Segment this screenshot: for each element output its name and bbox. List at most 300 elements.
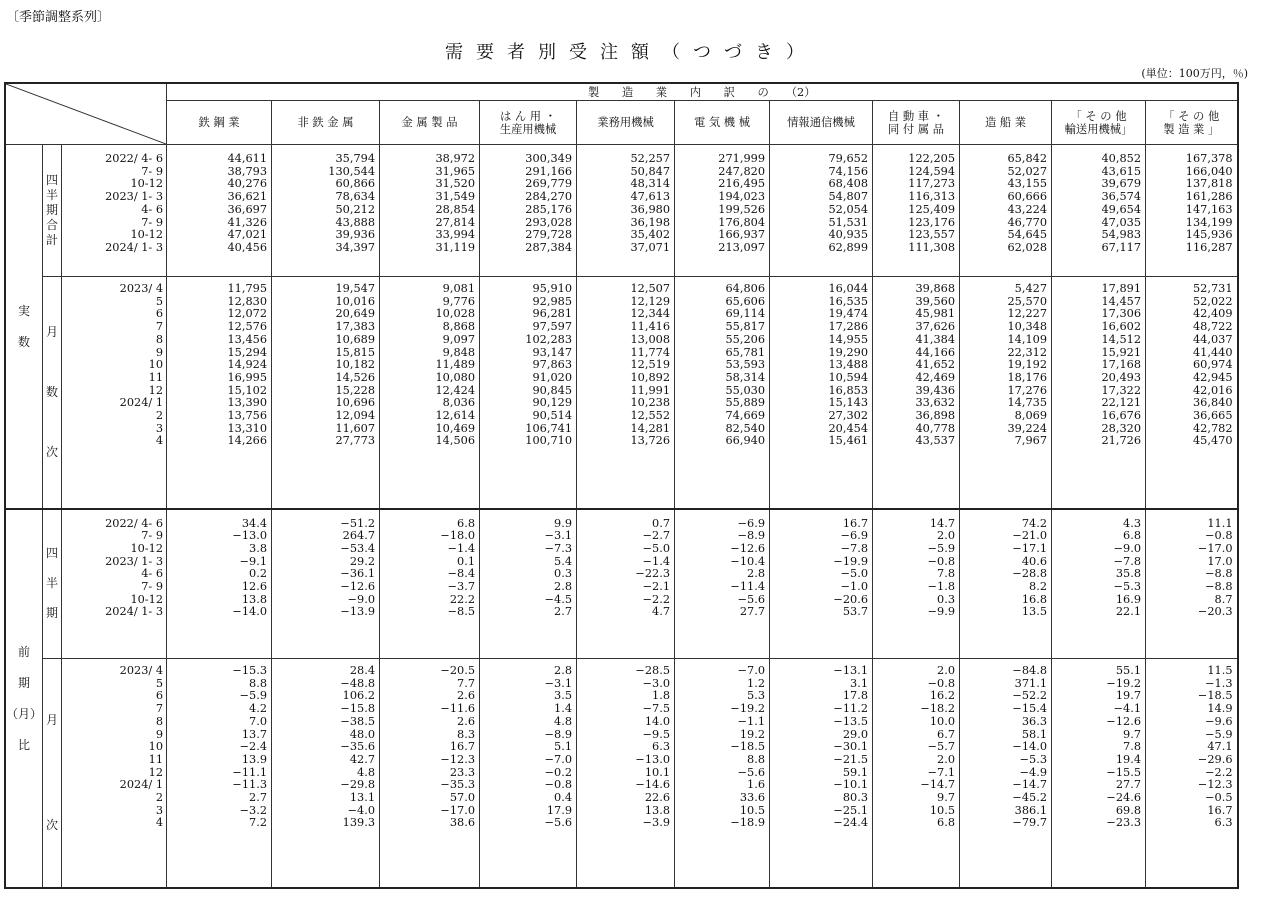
value-cell: 19.7 — [1115, 689, 1142, 703]
value-cell: 2.7 — [554, 605, 573, 619]
value-cell: 13.8 — [644, 803, 671, 817]
period-label: 2024/ 1- 3 — [105, 240, 164, 254]
value-cell: −4.0 — [347, 803, 376, 817]
period-label: 10-12 — [130, 177, 164, 191]
value-column — [1052, 659, 1146, 888]
value-cell: 47.1 — [1207, 740, 1233, 754]
value-column — [770, 659, 873, 888]
value-cell: −51.2 — [340, 516, 376, 530]
value-cell: 13,756 — [227, 409, 268, 423]
value-cell: −0.5 — [1205, 791, 1233, 805]
value-cell: 90,845 — [532, 383, 573, 397]
value-cell: 95,910 — [532, 282, 573, 295]
value-cell: −7.5 — [642, 702, 671, 716]
value-cell: 34.4 — [241, 516, 268, 530]
value-cell: 166,040 — [1185, 164, 1233, 178]
value-column — [770, 509, 873, 659]
value-cell: −10.1 — [833, 778, 869, 792]
value-cell: −15.4 — [1012, 702, 1048, 716]
value-cell: 55,206 — [725, 332, 766, 346]
value-cell: 213,097 — [718, 240, 766, 254]
value-cell: 2.6 — [457, 689, 476, 703]
value-column — [1146, 277, 1238, 509]
value-cell: 14,281 — [630, 421, 671, 435]
column-header: 非 鉄 金 属 — [272, 101, 380, 145]
period-label: 2023/ 1- 3 — [105, 554, 164, 568]
value-cell: 20,493 — [1101, 370, 1142, 384]
period-label: 7- 9 — [141, 580, 164, 594]
value-cell: −3.1 — [544, 676, 573, 690]
value-cell: −5.6 — [544, 816, 573, 830]
value-cell: 293,028 — [525, 215, 573, 229]
value-cell: −5.9 — [927, 541, 956, 555]
value-cell: −12.6 — [340, 580, 376, 594]
value-cell: 6.7 — [937, 727, 956, 741]
value-cell: −1.4 — [447, 541, 476, 555]
value-cell: 17,891 — [1101, 282, 1142, 295]
value-cell: 47,035 — [1101, 215, 1142, 229]
value-cell: 36.3 — [1021, 714, 1048, 728]
value-cell: 39,868 — [915, 282, 956, 295]
value-cell: −4.1 — [1113, 702, 1142, 716]
value-cell: 17,286 — [828, 320, 869, 334]
value-cell: 39,679 — [1101, 177, 1142, 191]
value-cell: 74,669 — [725, 409, 766, 423]
period-label: 10 — [148, 358, 164, 372]
value-column — [770, 145, 873, 277]
value-cell: −13.5 — [833, 714, 869, 728]
value-cell: 10,689 — [335, 332, 376, 346]
period-label: 2024/ 1 — [119, 396, 164, 410]
value-cell: 36,697 — [227, 202, 268, 216]
value-cell: 20,454 — [828, 421, 869, 435]
value-cell: −24.4 — [833, 816, 869, 830]
value-column — [873, 145, 960, 277]
value-cell: 8.2 — [1029, 580, 1048, 594]
value-column — [1052, 277, 1146, 509]
value-cell: 22.6 — [644, 791, 671, 805]
value-cell: 37,071 — [630, 240, 671, 254]
value-cell: −3.9 — [642, 816, 671, 830]
value-cell: 53,593 — [725, 358, 766, 372]
value-cell: −2.2 — [642, 592, 671, 606]
value-cell: −14.7 — [1012, 778, 1048, 792]
value-cell: 9,776 — [442, 294, 476, 308]
value-cell: 3.5 — [554, 689, 573, 703]
value-cell: 50,212 — [335, 202, 376, 216]
value-cell: 54,983 — [1101, 228, 1142, 242]
value-cell: −5.0 — [642, 541, 671, 555]
value-cell: 52,022 — [1192, 294, 1233, 308]
value-cell: 10,182 — [335, 358, 376, 372]
value-cell: 44,037 — [1192, 332, 1233, 346]
value-cell: 45,470 — [1192, 434, 1233, 448]
value-cell: 14,526 — [335, 370, 376, 384]
corner-cell — [5, 83, 167, 145]
value-cell: 216,495 — [718, 177, 766, 191]
value-cell: 41,326 — [227, 215, 268, 229]
value-cell: −5.6 — [737, 765, 766, 779]
value-cell: −13.0 — [232, 529, 268, 543]
value-cell: 147,163 — [1185, 202, 1233, 216]
value-cell: −7.8 — [840, 541, 869, 555]
value-cell: 5.3 — [747, 689, 766, 703]
value-cell: 2.8 — [747, 567, 766, 581]
value-cell: 130,544 — [328, 164, 376, 178]
value-column — [873, 277, 960, 509]
value-cell: 14,955 — [828, 332, 869, 346]
value-cell: 36,621 — [227, 190, 268, 204]
value-cell: 22.2 — [449, 592, 476, 606]
value-cell: 0.3 — [554, 567, 573, 581]
value-column — [577, 145, 675, 277]
value-cell: 0.1 — [457, 554, 476, 568]
value-cell: 12,227 — [1007, 307, 1048, 321]
value-cell: 287,384 — [525, 240, 573, 254]
value-cell: 167,378 — [1185, 152, 1233, 165]
value-cell: −21.0 — [1012, 529, 1048, 543]
value-cell: 52,027 — [1007, 164, 1048, 178]
value-cell: 39,560 — [915, 294, 956, 308]
value-cell: 39,436 — [915, 383, 956, 397]
value-cell: 43,155 — [1007, 177, 1048, 191]
value-cell: 36,665 — [1192, 409, 1233, 423]
value-cell: 16,676 — [1101, 409, 1142, 423]
column-header: 「 そ の 他 輸送用機械」 — [1052, 101, 1146, 145]
value-cell: 285,176 — [525, 202, 573, 216]
column-header: 電 気 機 械 — [675, 101, 770, 145]
value-cell: −8.4 — [447, 567, 476, 581]
value-cell: −5.3 — [1019, 752, 1048, 766]
value-cell: 0.4 — [554, 791, 573, 805]
value-cell: 8.8 — [747, 752, 766, 766]
value-cell: −15.8 — [340, 702, 376, 716]
value-cell: 12.6 — [241, 580, 268, 594]
value-cell: 22,121 — [1101, 396, 1142, 410]
value-cell: 65,842 — [1007, 152, 1048, 165]
value-cell: 11,416 — [630, 320, 671, 334]
value-column — [167, 145, 272, 277]
value-cell: 36,980 — [630, 202, 671, 216]
value-cell: 2.0 — [937, 752, 956, 766]
column-header: 金 属 製 品 — [380, 101, 480, 145]
value-cell: 69.8 — [1115, 803, 1142, 817]
value-cell: 11,991 — [630, 383, 671, 397]
value-column — [873, 659, 960, 888]
value-cell: 29.0 — [842, 727, 869, 741]
value-cell: 60,666 — [1007, 190, 1048, 204]
period-label: 3 — [155, 803, 164, 817]
value-cell: 14,735 — [1007, 396, 1048, 410]
value-cell: −25.1 — [833, 803, 869, 817]
value-cell: −48.8 — [340, 676, 376, 690]
value-cell: 15,815 — [335, 345, 376, 359]
value-cell: 47,021 — [227, 228, 268, 242]
value-cell: 90,129 — [532, 396, 573, 410]
value-cell: 19.4 — [1115, 752, 1142, 766]
value-cell: −9.0 — [1113, 541, 1142, 555]
period-label: 11 — [148, 752, 164, 766]
value-cell: 14,457 — [1101, 294, 1142, 308]
value-cell: 10,892 — [630, 370, 671, 384]
period-label: 6 — [155, 689, 164, 703]
period-label: 2022/ 4- 6 — [105, 516, 164, 530]
period-label: 9 — [155, 345, 164, 359]
value-cell: −9.5 — [642, 727, 671, 741]
value-cell: −3.2 — [239, 803, 268, 817]
value-cell: 34,397 — [335, 240, 376, 254]
value-cell: −2.1 — [642, 580, 671, 594]
value-cell: 1.8 — [652, 689, 671, 703]
value-cell: 4.2 — [249, 702, 268, 716]
value-cell: −20.6 — [833, 592, 869, 606]
value-cell: 12,094 — [335, 409, 376, 423]
value-cell: 125,409 — [908, 202, 956, 216]
value-cell: 1.4 — [554, 702, 573, 716]
value-cell: −21.5 — [833, 752, 869, 766]
value-cell: −0.8 — [1205, 529, 1233, 543]
value-cell: 11,607 — [335, 421, 376, 435]
value-cell: 45,981 — [915, 307, 956, 321]
period-label: 7 — [155, 702, 164, 716]
value-cell: 6.8 — [937, 816, 956, 830]
value-cell: −8.9 — [737, 529, 766, 543]
group-label-jissu: 実 数 — [5, 145, 43, 509]
value-cell: 10,016 — [335, 294, 376, 308]
value-column — [577, 509, 675, 659]
value-cell: 42,782 — [1192, 421, 1233, 435]
value-column — [960, 659, 1052, 888]
value-cell: 57.0 — [449, 791, 476, 805]
period-label: 4 — [155, 434, 164, 448]
value-cell: 80.3 — [842, 791, 869, 805]
value-column — [380, 145, 480, 277]
value-cell: 13.5 — [1021, 605, 1048, 619]
value-cell: 40,778 — [915, 421, 956, 435]
period-label: 7- 9 — [141, 215, 164, 229]
value-cell: −12.3 — [1197, 778, 1233, 792]
value-cell: 17,322 — [1101, 383, 1142, 397]
value-cell: 10,028 — [435, 307, 476, 321]
value-cell: 35,794 — [335, 152, 376, 165]
value-cell: 40.6 — [1021, 554, 1048, 568]
value-cell: 9.7 — [1123, 727, 1142, 741]
value-cell: 13.1 — [349, 791, 376, 805]
value-cell: 4.8 — [554, 714, 573, 728]
subgroup-label: 四 半 期 合 計 — [43, 145, 62, 277]
value-cell: 9.9 — [554, 516, 573, 530]
subgroup-label: 月 数 次 — [43, 277, 62, 509]
value-cell: 3.1 — [850, 676, 869, 690]
value-cell: 264.7 — [342, 529, 376, 543]
value-cell: 42,469 — [915, 370, 956, 384]
value-cell: −19.2 — [730, 702, 766, 716]
value-cell: 82,540 — [725, 421, 766, 435]
value-cell: −28.5 — [635, 664, 671, 677]
value-cell: −28.8 — [1012, 567, 1048, 581]
value-cell: 271,999 — [718, 152, 766, 165]
value-cell: −7.0 — [544, 752, 573, 766]
value-cell: 12,519 — [630, 358, 671, 372]
value-cell: 16,853 — [828, 383, 869, 397]
value-cell: 7,967 — [1014, 434, 1048, 448]
value-cell: 55,030 — [725, 383, 766, 397]
value-cell: 2.8 — [554, 580, 573, 594]
value-cell: 15,143 — [828, 396, 869, 410]
value-cell: 13.7 — [241, 727, 268, 741]
value-cell: −20.5 — [440, 664, 476, 677]
value-column — [167, 659, 272, 888]
value-cell: −23.3 — [1106, 816, 1142, 830]
value-cell: −7.8 — [1113, 554, 1142, 568]
period-label: 12 — [148, 383, 164, 397]
value-cell: 31,549 — [435, 190, 476, 204]
value-cell: 43,888 — [335, 215, 376, 229]
value-cell: 19,474 — [828, 307, 869, 321]
value-cell: −8.8 — [1205, 580, 1233, 594]
value-cell: 52,257 — [630, 152, 671, 165]
value-cell: −14.7 — [920, 778, 956, 792]
column-header: 情報通信機械 — [770, 101, 873, 145]
manufacturing-breakdown-header: 製 造 業 内 訳 の （2） — [167, 83, 1238, 101]
value-cell: 13,726 — [630, 434, 671, 448]
value-cell: −3.7 — [447, 580, 476, 594]
unit-label: (単位：100万円，％) — [1141, 67, 1248, 80]
value-cell: −1.8 — [927, 580, 956, 594]
value-cell: 269,779 — [525, 177, 573, 191]
value-cell: 58,314 — [725, 370, 766, 384]
column-header: 造 船 業 — [960, 101, 1052, 145]
value-cell: 64,806 — [725, 282, 766, 295]
value-column — [167, 277, 272, 509]
value-cell: 27.7 — [739, 605, 766, 619]
value-cell: 52,054 — [828, 202, 869, 216]
value-cell: 100,710 — [525, 434, 573, 448]
value-cell: 17,276 — [1007, 383, 1048, 397]
value-cell: 145,936 — [1185, 228, 1233, 242]
column-header: 業務用機械 — [577, 101, 675, 145]
period-label: 2023/ 4 — [119, 664, 164, 677]
series-label: 〔季節調整系列〕 — [6, 10, 111, 25]
value-cell: −36.1 — [340, 567, 376, 581]
value-cell: 11,774 — [630, 345, 671, 359]
period-label: 12 — [148, 765, 164, 779]
value-cell: −35.3 — [440, 778, 476, 792]
value-cell: 16.7 — [449, 740, 476, 754]
value-cell: 14,512 — [1101, 332, 1142, 346]
value-cell: 16,602 — [1101, 320, 1142, 334]
value-cell: 291,166 — [525, 164, 573, 178]
diagonal-line — [6, 84, 166, 144]
value-cell: −19.2 — [1106, 676, 1142, 690]
value-cell: −5.9 — [1205, 727, 1233, 741]
value-cell: 13.8 — [241, 592, 268, 606]
value-cell: 49,654 — [1101, 202, 1142, 216]
value-cell: 12,072 — [227, 307, 268, 321]
value-cell: −5.9 — [239, 689, 268, 703]
value-cell: 12,344 — [630, 307, 671, 321]
value-cell: 106.2 — [342, 689, 376, 703]
value-column — [873, 509, 960, 659]
group-label-zenki: 前 期 （月） 比 — [5, 509, 43, 888]
value-cell: 39,224 — [1007, 421, 1048, 435]
value-cell: 23.3 — [449, 765, 476, 779]
value-column — [167, 509, 272, 659]
value-cell: 9,848 — [442, 345, 476, 359]
value-cell: −4.9 — [1019, 765, 1048, 779]
value-cell: 5.4 — [554, 554, 573, 568]
value-cell: 38,793 — [227, 164, 268, 178]
value-column — [1146, 659, 1238, 888]
value-column — [272, 277, 380, 509]
value-cell: 33.6 — [739, 791, 766, 805]
value-cell: 27,302 — [828, 409, 869, 423]
value-cell: 8,036 — [442, 396, 476, 410]
value-cell: −7.1 — [927, 765, 956, 779]
value-cell: 11,489 — [435, 358, 476, 372]
value-cell: −18.5 — [1197, 689, 1233, 703]
column-header: は ん 用 ・ 生産用機械 — [480, 101, 577, 145]
value-cell: −17.1 — [1012, 541, 1048, 555]
value-cell: 28,854 — [435, 202, 476, 216]
value-cell: 21,726 — [1101, 434, 1142, 448]
value-column — [272, 145, 380, 277]
value-cell: 194,023 — [718, 190, 766, 204]
period-label: 7 — [155, 320, 164, 334]
value-cell: 1.6 — [747, 778, 766, 792]
value-cell: 10,238 — [630, 396, 671, 410]
value-cell: 48.0 — [349, 727, 376, 741]
value-cell: 27,814 — [435, 215, 476, 229]
value-cell: −79.7 — [1012, 816, 1048, 830]
value-column — [960, 277, 1052, 509]
value-cell: 28,320 — [1101, 421, 1142, 435]
value-cell: 42,016 — [1192, 383, 1233, 397]
value-cell: 37,626 — [915, 320, 956, 334]
value-cell: 2.0 — [937, 664, 956, 677]
value-cell: −14.0 — [1012, 740, 1048, 754]
value-column — [480, 509, 577, 659]
value-cell: 284,270 — [525, 190, 573, 204]
value-cell: −3.0 — [642, 676, 671, 690]
value-cell: 97,597 — [532, 320, 573, 334]
value-cell: 8.3 — [457, 727, 476, 741]
value-cell: 4.3 — [1123, 516, 1142, 530]
value-cell: 10,348 — [1007, 320, 1048, 334]
value-cell: 123,557 — [908, 228, 956, 242]
value-cell: 54,807 — [828, 190, 869, 204]
value-cell: 116,287 — [1185, 240, 1233, 254]
value-cell: 10.0 — [929, 714, 956, 728]
value-column — [380, 509, 480, 659]
value-cell: 43,615 — [1101, 164, 1142, 178]
period-label: 5 — [155, 294, 164, 308]
value-cell: −1.4 — [642, 554, 671, 568]
value-cell: −2.7 — [642, 529, 671, 543]
value-cell: 40,852 — [1101, 152, 1142, 165]
value-cell: 279,728 — [525, 228, 573, 242]
value-cell: 116,313 — [908, 190, 956, 204]
value-cell: 68,408 — [828, 177, 869, 191]
value-cell: 19.2 — [739, 727, 766, 741]
value-cell: 18,176 — [1007, 370, 1048, 384]
value-cell: 7.0 — [249, 714, 268, 728]
value-column — [675, 277, 770, 509]
value-cell: 14.0 — [644, 714, 671, 728]
value-cell: 41,652 — [915, 358, 956, 372]
value-cell: 8.8 — [249, 676, 268, 690]
value-cell: 247,820 — [718, 164, 766, 178]
